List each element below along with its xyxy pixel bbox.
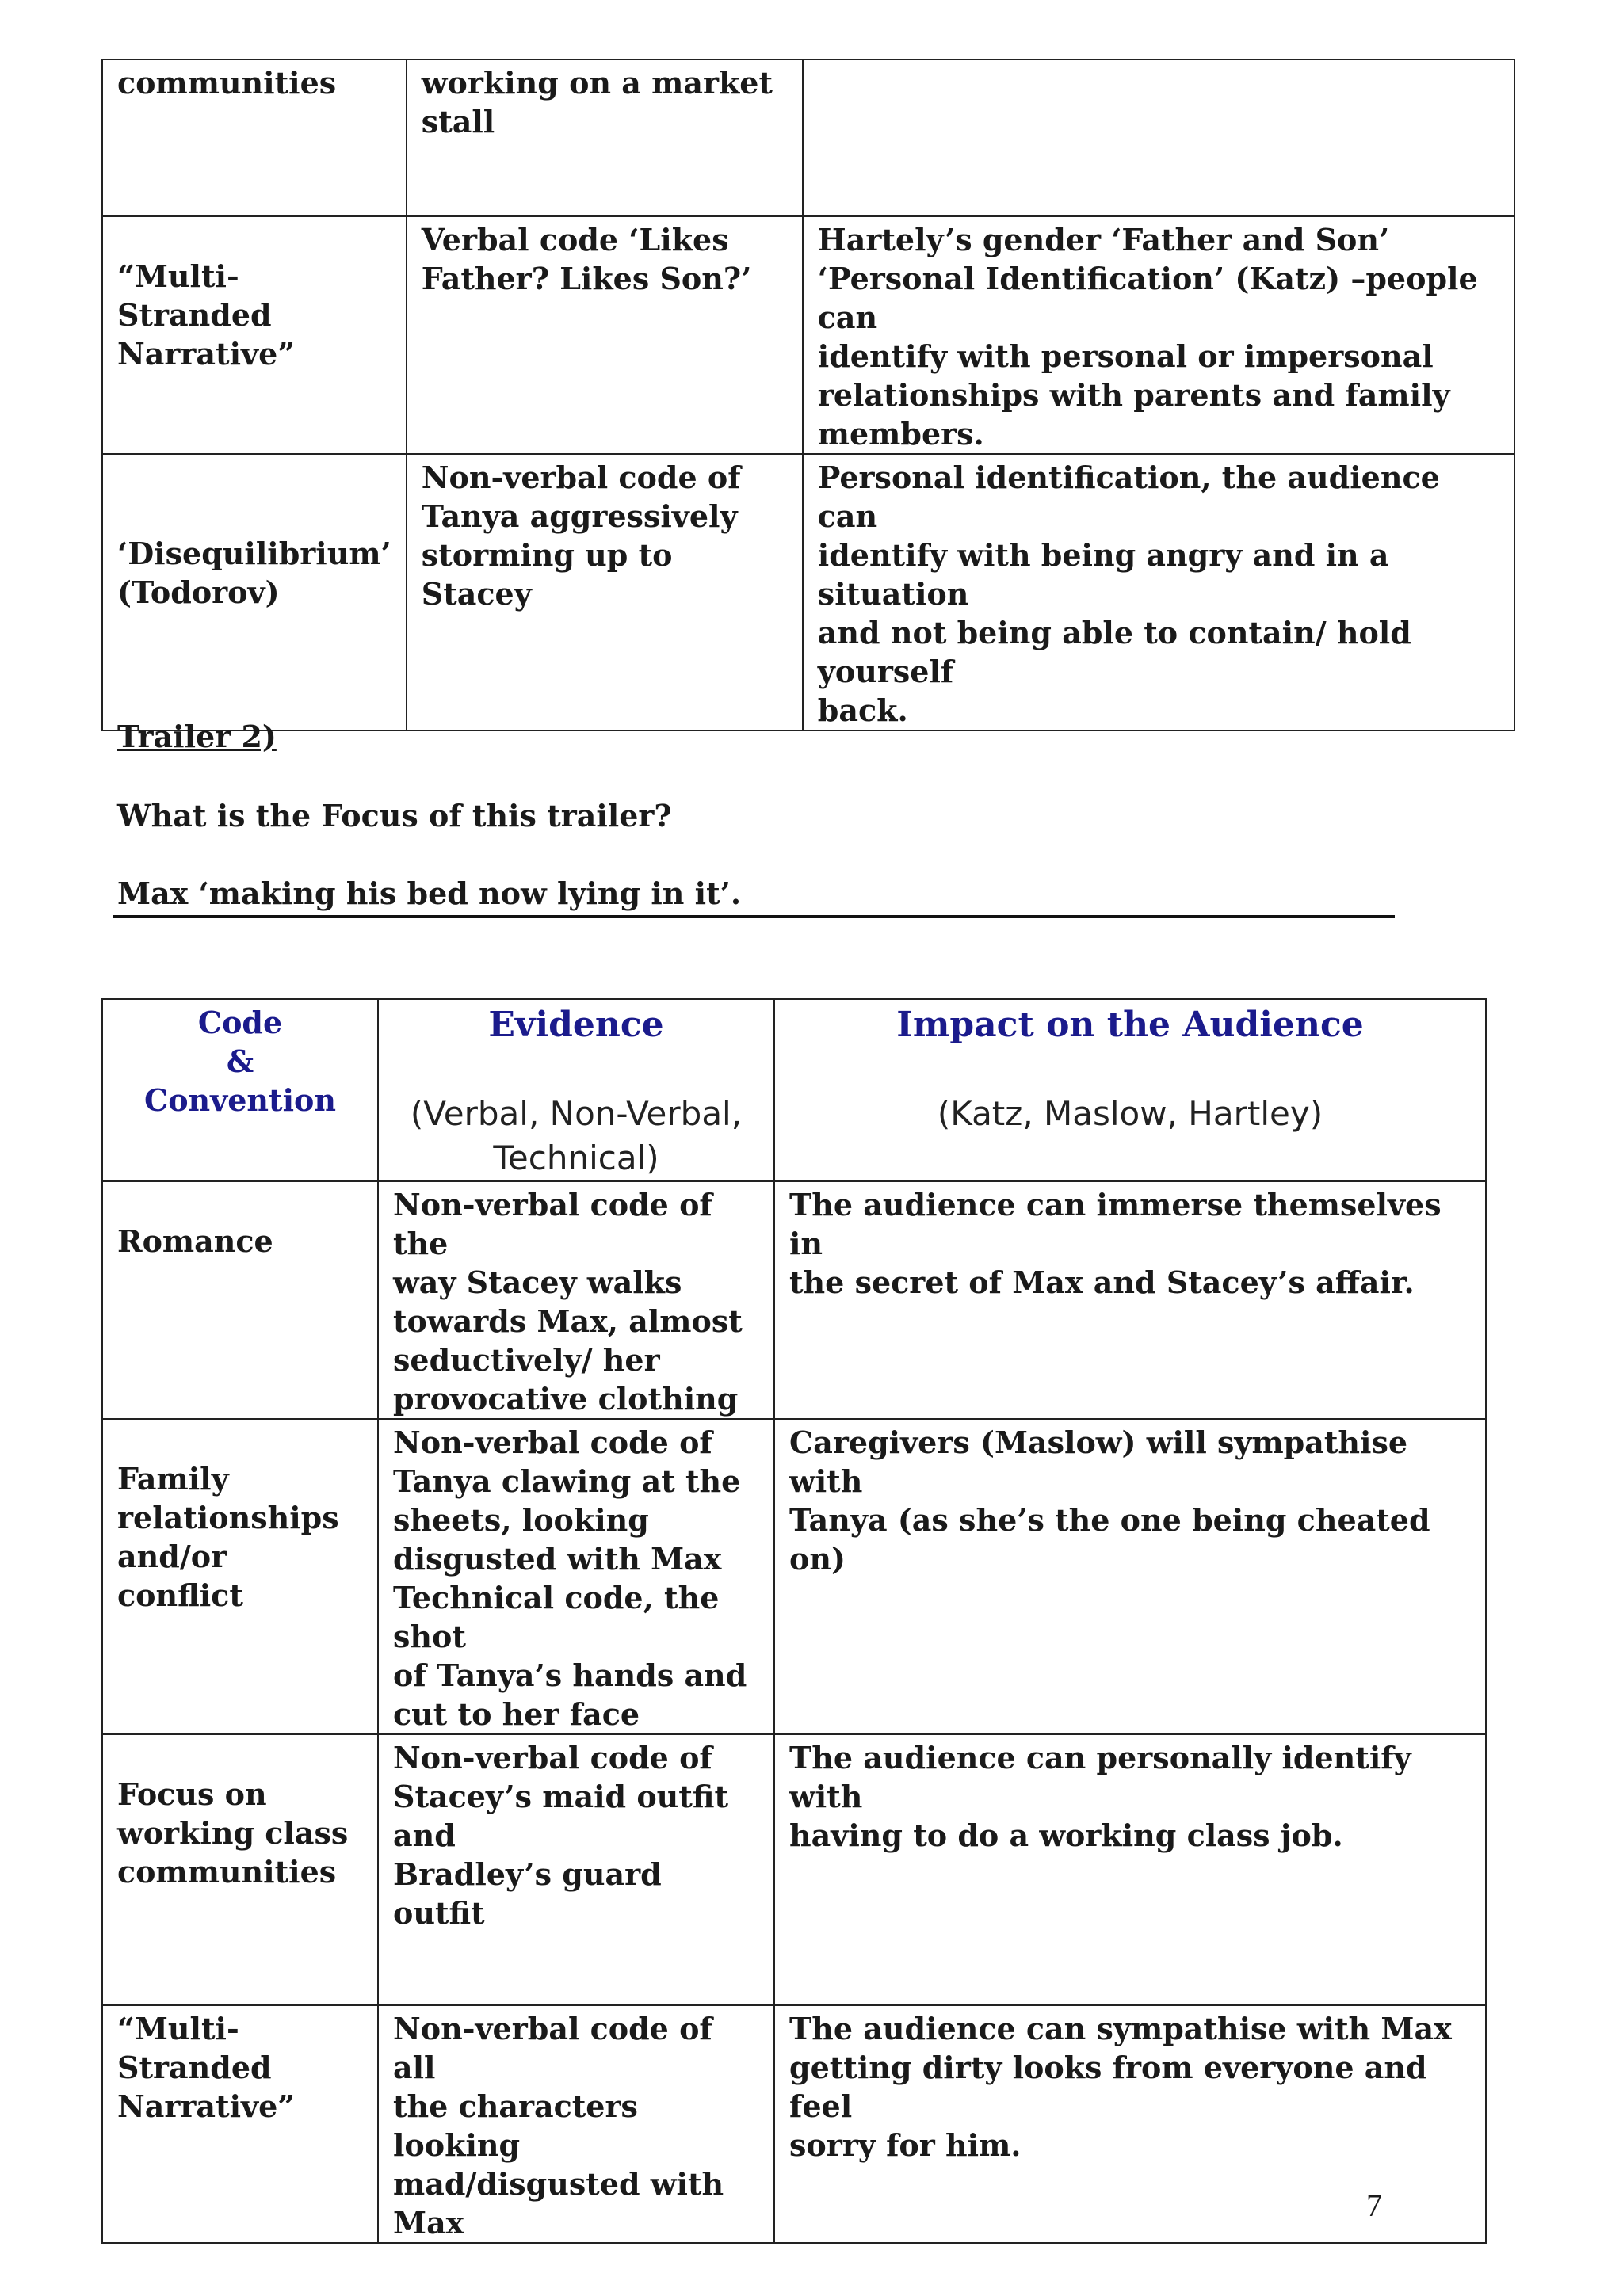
impact-cell [803, 216, 1514, 454]
cell-text: way Stacey walks [393, 1264, 682, 1300]
code-cell [102, 1734, 378, 2005]
cell-text: The audience can personally identify with [789, 1740, 1411, 1814]
cell-text: ‘Personal Identification’ (Katz) –people can [817, 261, 1478, 335]
cell-text: Personal identification, the audience can [817, 460, 1440, 534]
cell-text: disgusted with Max [393, 1541, 722, 1577]
header-impact [774, 999, 1486, 1181]
cell-text: sorry for him. [789, 2127, 1022, 2163]
cell-text: of Tanya’s hands and [393, 1657, 747, 1693]
cell-text: ‘Disequilibrium’ [117, 536, 391, 571]
cell-text: Narrative” [117, 336, 296, 372]
impact-cell [774, 1734, 1486, 2005]
cell-text: relationships [117, 1500, 339, 1535]
header-text: Impact on the Audience [896, 1005, 1364, 1045]
answer-underline [113, 915, 1395, 918]
cell-text: Narrative” [117, 2088, 296, 2124]
cell-text: getting dirty looks from everyone and feel [789, 2050, 1427, 2124]
table-trailer-1-continued [101, 59, 1515, 731]
header-text: (Verbal, Non-Verbal, [410, 1094, 743, 1133]
cell-text: relationships with parents and family [817, 377, 1450, 413]
table-row [102, 454, 1514, 730]
cell-text: Non-verbal code of [393, 1740, 712, 1775]
cell-text: back. [817, 692, 908, 728]
page-number: 7 [1366, 2187, 1382, 2223]
evidence-cell [378, 1734, 774, 2005]
cell-text: The audience can sympathise with Max [789, 2011, 1452, 2046]
table-row [102, 216, 1514, 454]
cell-text: stall [421, 104, 495, 139]
cell-text: members. [817, 416, 984, 452]
impact-cell [774, 1419, 1486, 1734]
cell-text: Hartely’s gender ‘Father and Son’ [817, 222, 1390, 257]
cell-text: working class [117, 1815, 349, 1851]
cell-text: Verbal code ‘Likes [421, 222, 729, 257]
cell-text: sheets, looking [393, 1502, 649, 1538]
table-row [102, 1181, 1486, 1419]
cell-text: towards Max, almost [393, 1303, 743, 1339]
header-text: Code [197, 1005, 283, 1040]
header-text: Convention [143, 1082, 337, 1118]
cell-text: Tanya (as she’s the one being cheated on) [789, 1502, 1430, 1577]
impact-cell [774, 1181, 1486, 1419]
cell-text: Non-verbal code of [421, 460, 741, 495]
cell-text: Tanya aggressively [421, 498, 738, 534]
header-text: Technical) [493, 1138, 659, 1177]
cell-text: working on a market [421, 65, 773, 101]
cell-text: and not being able to contain/ hold yourself [817, 615, 1411, 689]
cell-text: and/or conflict [117, 1539, 243, 1613]
cell-text: Focus on [117, 1776, 267, 1812]
evidence-cell [378, 1181, 774, 1419]
cell-text: cut to her face [393, 1696, 640, 1732]
cell-text: Stacey’s maid outfit and [393, 1779, 729, 1853]
header-subtext [393, 1092, 759, 1180]
cell-text: seductively/ her [393, 1342, 660, 1378]
evidence-cell [407, 216, 803, 454]
impact-cell [803, 59, 1514, 216]
cell-text: Non-verbal code of all [393, 2011, 712, 2085]
cell-text: Caregivers (Maslow) will sympathise with [789, 1425, 1408, 1499]
cell-text: Max [393, 2205, 464, 2241]
cell-text: communities [117, 1854, 337, 1890]
header-code-convention [102, 999, 378, 1181]
cell-text: Tanya clawing at the [393, 1463, 741, 1499]
impact-cell [803, 454, 1514, 730]
cell-text: Non-verbal code of the [393, 1187, 712, 1261]
cell-text: Romance [117, 1223, 273, 1259]
cell-text: provocative clothing [393, 1381, 739, 1417]
header-text: (Katz, Maslow, Hartley) [937, 1094, 1323, 1133]
table-row [102, 1419, 1486, 1734]
cell-text: Technical code, the shot [393, 1580, 720, 1654]
cell-text: mad/disgusted with [393, 2166, 724, 2202]
cell-text: identify with personal or impersonal [817, 338, 1434, 374]
cell-text: communities [117, 65, 337, 101]
cell-text: The audience can immerse themselves in [789, 1187, 1442, 1261]
code-cell [102, 59, 407, 216]
evidence-cell [407, 454, 803, 730]
code-cell [102, 2005, 378, 2243]
evidence-cell [378, 1419, 774, 1734]
code-cell [102, 1419, 378, 1734]
code-cell [102, 216, 407, 454]
table-row [102, 2005, 1486, 2243]
header-evidence [378, 999, 774, 1181]
cell-text: Bradley’s guard outfit [393, 1856, 662, 1931]
focus-question: What is the Focus of this trailer? [117, 798, 672, 833]
cell-text: “Multi-Stranded [117, 2011, 272, 2085]
code-cell [102, 1181, 378, 1419]
cell-text: storming up to Stacey [421, 537, 673, 612]
cell-text: “Multi-Stranded [117, 258, 272, 333]
cell-text: having to do a working class job. [789, 1817, 1343, 1853]
focus-answer: Max ‘making his bed now lying in it’. [117, 875, 742, 911]
cell-text: Father? Likes Son?’ [421, 261, 752, 296]
cell-text: (Todorov) [117, 574, 280, 610]
code-cell [102, 454, 407, 730]
header-text: & [226, 1043, 254, 1079]
table-row [102, 1734, 1486, 2005]
cell-text: Family [117, 1461, 229, 1497]
evidence-cell [407, 59, 803, 216]
cell-text: identify with being angry and in a situation [817, 537, 1389, 612]
table-header-row [102, 999, 1486, 1181]
table-row [102, 59, 1514, 216]
cell-text: Non-verbal code of [393, 1425, 712, 1460]
header-text: Evidence [488, 1005, 664, 1045]
evidence-cell [378, 2005, 774, 2243]
trailer-heading: Trailer 2) [117, 719, 277, 754]
table-trailer-2 [101, 998, 1487, 2244]
cell-text: the characters looking [393, 2088, 638, 2163]
cell-text: the secret of Max and Stacey’s affair. [789, 1264, 1415, 1300]
